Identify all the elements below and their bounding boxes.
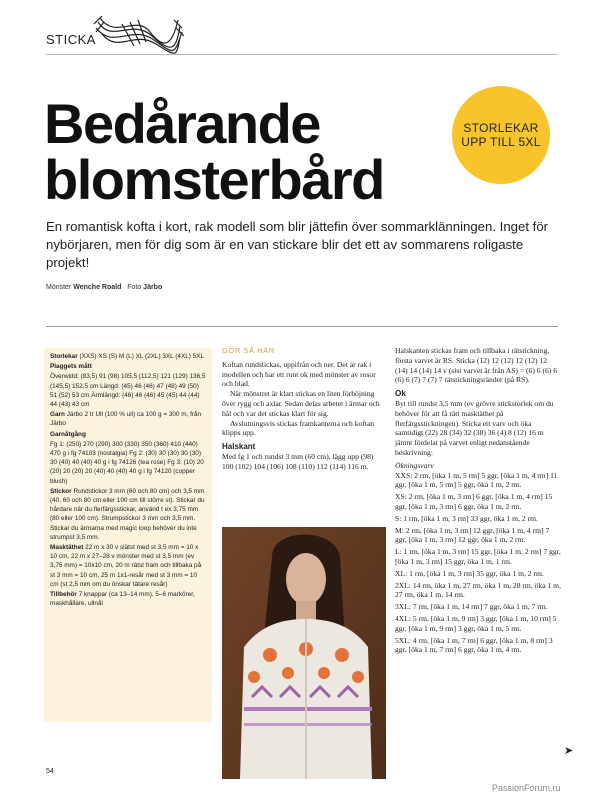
- size-row-4xl: 4XL: 5 rm, [öka 1 m, 9 rm] 3 ggr, [öka 1 m, 10 rm] 5 ggr, [öka 1 m, 9 rm] 3 ggr, öka 1 m, 5 rm.: [395, 613, 557, 633]
- section-tag: STICKA: [46, 32, 96, 47]
- lead-paragraph: En romantisk kofta i kort, rak modell som blir jättefin över sommarklänningen. Inget för nybörjaren, men för dig som är en van stickare blir det ett av sommarens roligaste projekt!: [46, 219, 549, 270]
- measures-value: Överwidd: (83,5) 91 (98) 105,5 (112,5) 121 (129) 136,5 (145,5) 152,5 cm Längd: (45) 46 (46) 47 (48) 49 (50) 51 (52) 53 cm Ärmlängd: (46) 46 (46) 45 (45) 44 (44) 44 (43) 43 cm: [50, 373, 206, 409]
- page-number: 54: [46, 768, 54, 775]
- size-row-l: L: 1 rm, [öka 1 m, 3 rm] 15 ggr, [öka 1 m, 2 rm] 7 ggr, [öka 1 m, 3 rm] 15 ggr, öka 1 m, 1 rm.: [395, 547, 561, 566]
- watermark: PassionForum.ru: [492, 783, 561, 793]
- section-divider: [46, 326, 558, 327]
- accessories-value: 7 knappar (ca 13–14 mm), 5–6 markörer, maskhållare, ullnål: [50, 591, 195, 608]
- size-row-3xl: 3XL: 7 rm, [öka 1 m, 14 rm] 7 ggr, öka 1 m, 7 rm.: [395, 602, 548, 612]
- increase-header: Ökningsvarv: [395, 460, 434, 470]
- facts-accessories: [50, 590, 206, 608]
- yarn-amount-value: Fg 1: (250) 270 (290) 300 (330) 350 (360) 410 (440) 470 g i fg 74103 (nostalgia) Fg 2: (30) 30 (30) 30 (30) 30 (40) 40 (40) 40 g i fg 74126 (tea rose) Fg 3: (10) 20 (20) 20 (20) 20 (40) 40 (40) 40 g i fg 74120 (copper blush): [50, 440, 204, 485]
- instructions-column: [222, 346, 386, 472]
- neck-continued: Halskanten stickas fram och tillbaka i rätstickning, första varvet är RS. Sticka (12) 12 (12) 12 (12) 12 (14) 14 (14) 14 v (sist varvet är från AS) = (6) 6 (6) 6 (6) 6 (7) 7 (7) 7 rätstickningsränder (på RS).: [395, 346, 558, 385]
- photo-name: Järbo: [143, 284, 163, 291]
- size-row-s: S: 1 rm, [öka 1 m, 3 rm] 33 ggr, öka 1 m, 2 rm.: [395, 513, 538, 523]
- badge-line-2: UPP TILL 5XL: [461, 135, 541, 149]
- title-line-2: blomsterbård: [44, 148, 384, 211]
- size-row-xxs: XXS: 2 rm, [öka 1 m, 5 rm] 5 ggr, [öka 1 m, 4 rm] 11 ggr, [öka 1 m, 5 rm] 5 ggr, öka 1 m, 2 rm.: [395, 470, 558, 490]
- facts-gauge: [50, 543, 206, 589]
- accessories-label: Tillbehör: [50, 591, 77, 599]
- facts-box: [44, 348, 212, 722]
- instructions-header: GÖR SÅ HÄR: [222, 346, 275, 355]
- facts-sizes: [50, 352, 206, 361]
- facts-yarn: [50, 410, 206, 428]
- size-row-xl: XL: 1 rm, [öka 1 m, 3 rm] 35 ggr, öka 1 m, 2 rm.: [395, 568, 544, 578]
- sizes-badge: [452, 86, 550, 184]
- badge-line-1: STORLEKAR: [463, 121, 539, 135]
- measures-label: Plaggets mått: [50, 363, 92, 371]
- right-column: [395, 346, 561, 657]
- neck-header: Halskant: [222, 442, 256, 452]
- sizes-value: (XXS) XS (S) M (L) XL (2XL) 3XL (4XL) 5XL: [79, 353, 205, 360]
- credits: [46, 284, 162, 291]
- gauge-label: Masktäthet: [50, 544, 84, 552]
- continue-arrow-icon: ➤: [564, 745, 574, 757]
- yarn-label: Garn: [50, 411, 65, 419]
- article-title: [44, 92, 384, 211]
- size-row-m: M: 2 rm, [öka 1 m, 3 rm] 12 ggr, [öka 1 m, 4 rm] 7 ggr, [öka 1 m, 3 rm] 12 ggr, öka 1 m, 2 rm.: [395, 525, 550, 545]
- sizes-label: Storlekar: [50, 353, 78, 360]
- facts-needles: [50, 487, 206, 542]
- size-row-5xl: 5XL: 4 rm, [öka 1 m, 7 rm] 6 ggr, [öka 1 m, 8 rm] 3 ggr, [öka 1 m, 7 rm] 6 ggr, öka 1 m, 4 rm.: [395, 635, 553, 655]
- yarn-skein-illustration: [92, 14, 184, 56]
- needles-label: Stickor: [50, 487, 72, 495]
- neck-text: Med fg 1 och rundst 3 mm (60 cm), lägg upp (98) 100 (102) 104 (106) 108 (110) 112 (114) 116 m.: [222, 451, 374, 471]
- pattern-name: Wenche Roald: [73, 284, 122, 291]
- photo-label: Foto: [127, 284, 142, 291]
- needles-value: Rundstickor 3 mm (60 och 80 cm) och 3,5 mm (40, 60 och 80 cm eller 100 cm till större st). Stickar du hårdare när du flerfärgsstickar, använd t ex 3,75 mm (80 eller 100 cm). Strumpstickor 3 mm och 3,5 mm. Stickar du ärmarna med magic loop behöver du inte strumpst 3,5 mm.: [50, 487, 205, 541]
- size-row-xs: XS: 2 rm, [öka 1 m, 3 rm] 6 ggr, [öka 1 m, 4 rm] 15 ggr, [öka 1 m, 3 rm] 6 ggr, öka 1 m, 2 rm.: [395, 492, 553, 511]
- size-row-2xl: 2XL: 14 rm, öka 1 m, 27 rm, öka 1 m, 28 rm, öka 1 m, 27 rm, öka 1 m, 14 rm.: [395, 580, 561, 600]
- instructions-p2: När mönstret är klart stickas en liten förhöjning över rygg och axlar. Sedan delas arbetet i ärmar och bål och var det stickas klart för sig.: [222, 389, 380, 418]
- instructions-p3: Avslutningsvis stickas framkanterna och koftan klipps upp.: [222, 418, 375, 438]
- ok-header: Ok: [395, 389, 406, 399]
- pattern-label: Mönster: [46, 284, 72, 291]
- ok-text: Byt till rundst 3,5 mm (ev grövre stickstorlek om du behöver för att få rätt masktäthet på flerfärgsstickningen). Sticka ett varv och öka samtidigt (22) 28 (34) 32 (38) 36 (4) 8 (12) 16 m jämnt fördelat på varvet enligt nedanstående beskrivning:: [395, 398, 554, 457]
- title-line-1: Bedårande: [44, 92, 320, 155]
- gauge-value: 22 m x 30 v slätst med st 3,5 mm = 10 x 10 cm, 22 m x 27–28 v mönster med st 3,5 mm (ev 3,75 mm) = 10x10 cm, 20 m rätst fram och tillbaka på st 3 mm = 10 cm, 25 m 1x1-resår med st 3 mm = 10 cm (st 2,5 mm om du önskar tätare resår): [50, 544, 202, 588]
- yarn-amount-label: Garnåtgång: [50, 430, 86, 438]
- header-rule: [46, 54, 558, 55]
- instructions-p1: Koftan rundstickas, uppifrån och ner. Det är rak i modellen och har ett runt ok med mönster av rosor och blad.: [222, 359, 376, 389]
- yarn-value: Järbo 2 tr Ull (100 % ull) ca 100 g = 300 m, från Järbo: [50, 411, 202, 428]
- model-photo: [222, 527, 386, 779]
